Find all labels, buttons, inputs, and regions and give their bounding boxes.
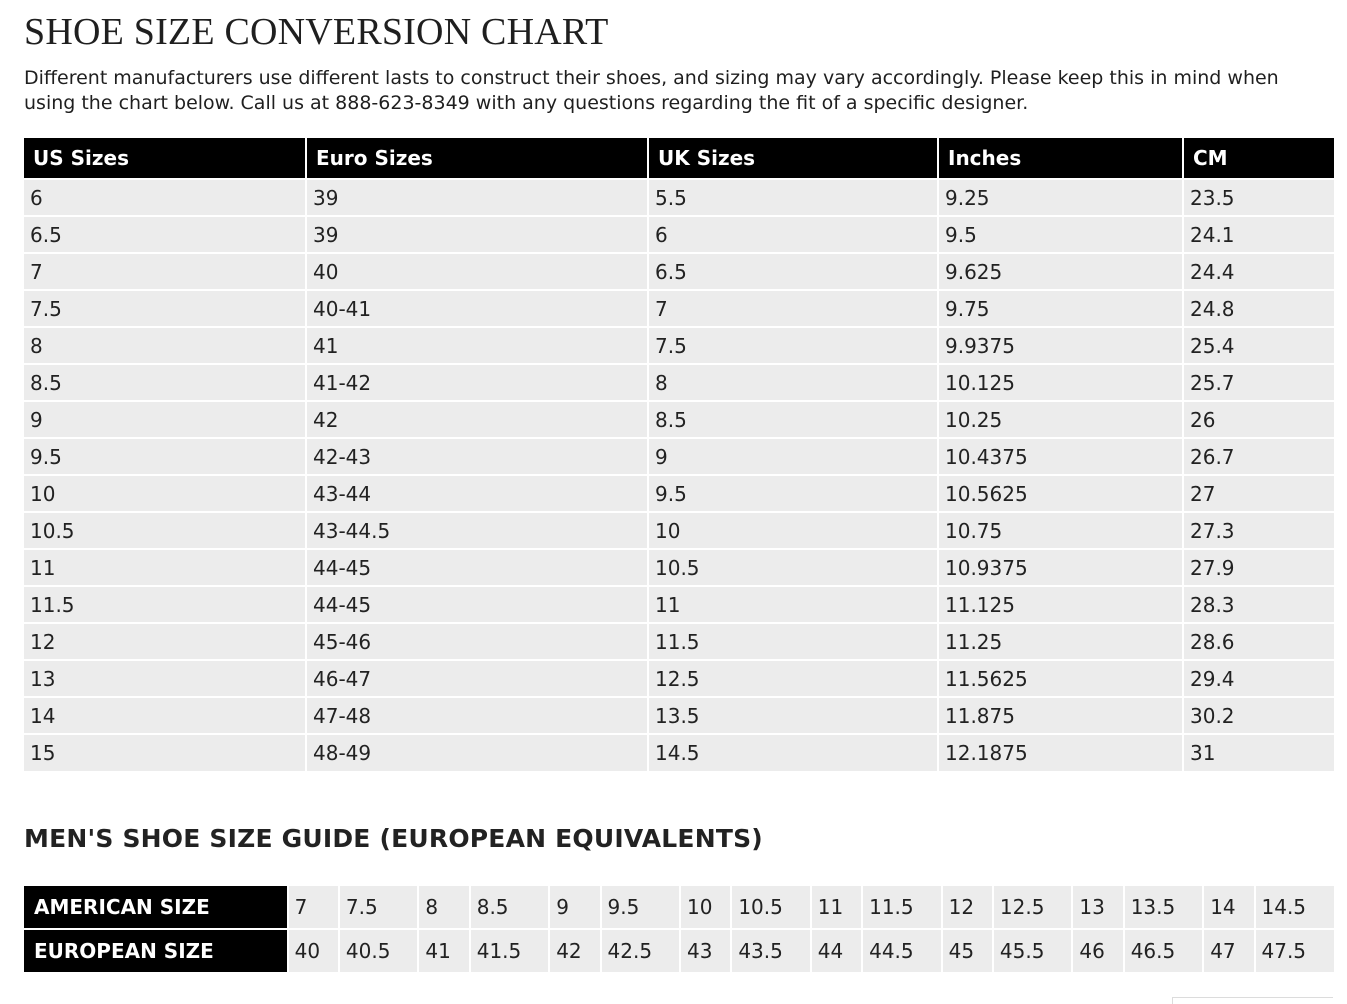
european-size-cell: 44: [811, 929, 862, 972]
page-title: SHOE SIZE CONVERSION CHART: [24, 11, 609, 53]
european-size-cell: 42.5: [601, 929, 680, 972]
cell-euro-size: 40: [306, 253, 648, 290]
header-cm: CM: [1183, 138, 1334, 179]
european-size-cell: 46.5: [1124, 929, 1203, 972]
cell-euro-size: 43-44: [306, 475, 648, 512]
american-size-cell: 8.5: [470, 886, 549, 929]
cell-uk-size: 7.5: [648, 327, 938, 364]
cell-inches: 11.125: [938, 586, 1183, 623]
table-row: [24, 327, 1334, 364]
european-size-cell: 45: [942, 929, 993, 972]
table-row: [24, 697, 1334, 734]
cell-cm: 24.1: [1183, 216, 1334, 253]
cell-us-size: 7: [24, 253, 306, 290]
table-row: [24, 549, 1334, 586]
cell-cm: 24.8: [1183, 290, 1334, 327]
cell-us-size: 6: [24, 179, 306, 216]
american-size-cell: 8: [418, 886, 469, 929]
header-inches: Inches: [938, 138, 1183, 179]
american-size-cell: 12.5: [993, 886, 1072, 929]
cell-us-size: 12: [24, 623, 306, 660]
cell-cm: 25.7: [1183, 364, 1334, 401]
cell-euro-size: 45-46: [306, 623, 648, 660]
cell-inches: 10.4375: [938, 438, 1183, 475]
cell-inches: 10.25: [938, 401, 1183, 438]
cell-us-size: 7.5: [24, 290, 306, 327]
cell-inches: 9.75: [938, 290, 1183, 327]
cell-inches: 9.9375: [938, 327, 1183, 364]
mens-guide-heading: MEN'S SHOE SIZE GUIDE (EUROPEAN EQUIVALENTS): [24, 824, 763, 853]
cell-euro-size: 44-45: [306, 549, 648, 586]
cell-cm: 26.7: [1183, 438, 1334, 475]
table-row: [24, 734, 1334, 771]
cell-inches: 10.9375: [938, 549, 1183, 586]
cell-inches: 11.25: [938, 623, 1183, 660]
cell-us-size: 9.5: [24, 438, 306, 475]
european-size-row: [24, 929, 1334, 972]
cell-uk-size: 9.5: [648, 475, 938, 512]
cell-uk-size: 10: [648, 512, 938, 549]
american-size-cell: 11: [811, 886, 862, 929]
size-conversion-table: [24, 138, 1334, 771]
european-size-cell: 41: [418, 929, 469, 972]
cell-us-size: 9: [24, 401, 306, 438]
cell-uk-size: 5.5: [648, 179, 938, 216]
cell-inches: 10.75: [938, 512, 1183, 549]
american-size-cell: 12: [942, 886, 993, 929]
intro-text: Different manufacturers use different lasts to construct their shoes, and sizing may vary accordingly. Please keep this in mind when using the chart below. Call us at 888-623-8349 with any questions regarding the fit of a specific designer.: [24, 67, 1279, 114]
cell-cm: 30.2: [1183, 697, 1334, 734]
american-size-cell: 14.5: [1255, 886, 1335, 929]
header-uk-sizes: UK Sizes: [648, 138, 938, 179]
table-row: [24, 364, 1334, 401]
cell-us-size: 13: [24, 660, 306, 697]
cell-euro-size: 46-47: [306, 660, 648, 697]
cell-inches: 9.625: [938, 253, 1183, 290]
cell-inches: 11.5625: [938, 660, 1183, 697]
table-row: [24, 512, 1334, 549]
header-euro-sizes: Euro Sizes: [306, 138, 648, 179]
cell-cm: 31: [1183, 734, 1334, 771]
mens-size-guide-table: [24, 886, 1334, 972]
cell-cm: 29.4: [1183, 660, 1334, 697]
american-size-cell: 7: [288, 886, 339, 929]
cell-euro-size: 43-44.5: [306, 512, 648, 549]
european-size-cell: 40: [288, 929, 339, 972]
cell-uk-size: 8: [648, 364, 938, 401]
cell-cm: 23.5: [1183, 179, 1334, 216]
cell-uk-size: 12.5: [648, 660, 938, 697]
cell-euro-size: 42-43: [306, 438, 648, 475]
european-size-cell: 46: [1072, 929, 1123, 972]
cell-uk-size: 7: [648, 290, 938, 327]
cell-cm: 27.3: [1183, 512, 1334, 549]
american-size-cell: 7.5: [339, 886, 418, 929]
cell-euro-size: 39: [306, 179, 648, 216]
european-size-cell: 43: [680, 929, 731, 972]
european-size-cell: 40.5: [339, 929, 418, 972]
table-header-row: [24, 138, 1334, 179]
american-size-cell: 13.5: [1124, 886, 1203, 929]
european-size-cell: 47.5: [1255, 929, 1335, 972]
cell-us-size: 8: [24, 327, 306, 364]
cell-cm: 27: [1183, 475, 1334, 512]
cell-euro-size: 42: [306, 401, 648, 438]
cell-uk-size: 8.5: [648, 401, 938, 438]
cell-cm: 28.3: [1183, 586, 1334, 623]
european-size-cell: 44.5: [862, 929, 941, 972]
cell-uk-size: 6: [648, 216, 938, 253]
cell-uk-size: 6.5: [648, 253, 938, 290]
table-row: [24, 475, 1334, 512]
european-size-cell: 45.5: [993, 929, 1072, 972]
european-size-cell: 41.5: [470, 929, 549, 972]
cell-uk-size: 10.5: [648, 549, 938, 586]
table-row: [24, 290, 1334, 327]
page-corner-divider: [1172, 997, 1333, 1004]
cell-cm: 27.9: [1183, 549, 1334, 586]
cell-uk-size: 9: [648, 438, 938, 475]
cell-euro-size: 47-48: [306, 697, 648, 734]
american-size-cell: 14: [1203, 886, 1254, 929]
european-size-cell: 42: [549, 929, 600, 972]
cell-cm: 28.6: [1183, 623, 1334, 660]
table-row: [24, 401, 1334, 438]
cell-cm: 26: [1183, 401, 1334, 438]
cell-euro-size: 41-42: [306, 364, 648, 401]
table-row: [24, 438, 1334, 475]
cell-uk-size: 11.5: [648, 623, 938, 660]
european-size-label: EUROPEAN SIZE: [24, 929, 288, 972]
cell-us-size: 6.5: [24, 216, 306, 253]
cell-us-size: 15: [24, 734, 306, 771]
cell-inches: 9.25: [938, 179, 1183, 216]
table-row: [24, 586, 1334, 623]
cell-inches: 9.5: [938, 216, 1183, 253]
american-size-cell: 9: [549, 886, 600, 929]
table-row: [24, 623, 1334, 660]
cell-euro-size: 44-45: [306, 586, 648, 623]
cell-euro-size: 39: [306, 216, 648, 253]
cell-us-size: 14: [24, 697, 306, 734]
cell-us-size: 10.5: [24, 512, 306, 549]
cell-inches: 10.5625: [938, 475, 1183, 512]
table-row: [24, 660, 1334, 697]
cell-inches: 12.1875: [938, 734, 1183, 771]
conversion-table-body: [24, 179, 1334, 771]
american-size-label: AMERICAN SIZE: [24, 886, 288, 929]
european-size-cell: 47: [1203, 929, 1254, 972]
cell-inches: 10.125: [938, 364, 1183, 401]
cell-us-size: 8.5: [24, 364, 306, 401]
table-row: [24, 253, 1334, 290]
american-size-row: [24, 886, 1334, 929]
cell-uk-size: 13.5: [648, 697, 938, 734]
american-size-cell: 9.5: [601, 886, 680, 929]
cell-uk-size: 11: [648, 586, 938, 623]
header-us-sizes: US Sizes: [24, 138, 306, 179]
cell-us-size: 10: [24, 475, 306, 512]
american-size-cell: 10: [680, 886, 731, 929]
american-size-cell: 13: [1072, 886, 1123, 929]
cell-us-size: 11: [24, 549, 306, 586]
american-size-cell: 11.5: [862, 886, 941, 929]
european-size-cell: 43.5: [731, 929, 810, 972]
table-row: [24, 216, 1334, 253]
cell-inches: 11.875: [938, 697, 1183, 734]
cell-cm: 25.4: [1183, 327, 1334, 364]
cell-cm: 24.4: [1183, 253, 1334, 290]
table-row: [24, 179, 1334, 216]
cell-us-size: 11.5: [24, 586, 306, 623]
cell-euro-size: 48-49: [306, 734, 648, 771]
cell-euro-size: 40-41: [306, 290, 648, 327]
american-size-cell: 10.5: [731, 886, 810, 929]
cell-uk-size: 14.5: [648, 734, 938, 771]
cell-euro-size: 41: [306, 327, 648, 364]
